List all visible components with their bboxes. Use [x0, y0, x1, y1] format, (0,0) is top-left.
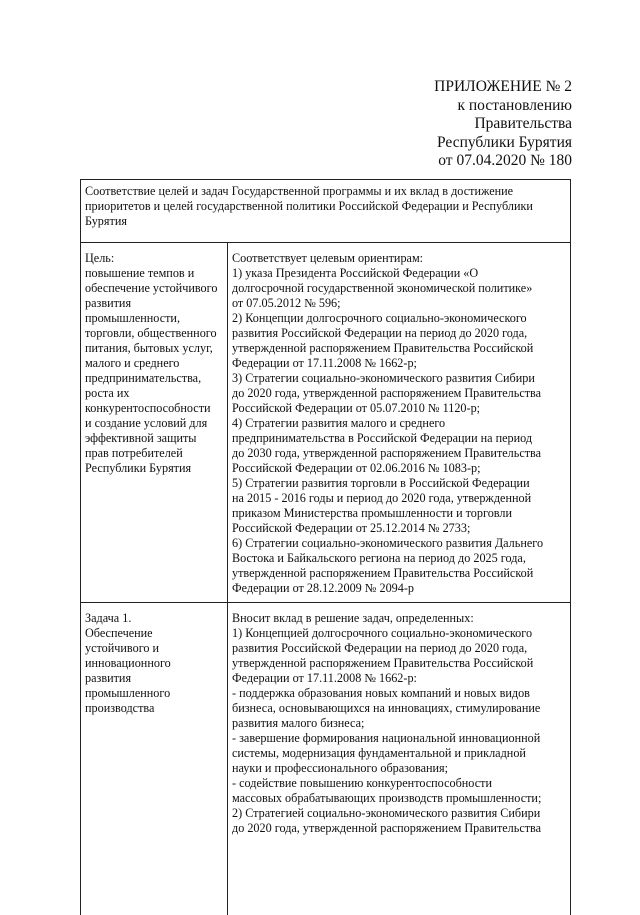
task-contribution-line: бизнеса, основывающихся на инновациях, стимулирование — [232, 701, 541, 715]
goal-target-line: Востока и Байкальского региона на период до 2025 года, — [232, 551, 526, 565]
header-line: Соответствие целей и задач Государственной программы и их вклад в достижение — [85, 184, 514, 198]
table-column-divider — [227, 242, 228, 915]
goal-target-line: 5) Стратегии развития торговли в Российской Федерации — [232, 476, 530, 490]
appendix-line: Республики Бурятия — [437, 133, 572, 151]
task-line: Обеспечение — [85, 626, 153, 640]
task-contribution-line: системы, модернизация фундаментальной и прикладной — [232, 746, 526, 760]
task-contribution-line: Вносит вклад в решение задач, определенных: — [232, 611, 474, 625]
goal-target-line: развития Российской Федерации на период до 2020 года, — [232, 326, 528, 340]
goal-target-line: до 2020 года, утвержденной распоряжением Правительства — [232, 386, 542, 400]
goal-target-line: Российской Федерации от 25.12.2014 № 2733; — [232, 521, 471, 535]
header-line: приоритетов и целей государственной политики Российской Федерации и Республики — [85, 199, 533, 213]
correspondence-table — [80, 179, 571, 915]
goal-target-line: Федерации от 17.11.2008 № 1662-р; — [232, 356, 417, 370]
goal-target-line: на 2015 - 2016 годы и период до 2020 года, утвержденной — [232, 491, 532, 505]
task-line: развития — [85, 671, 132, 685]
task-contribution-line: - поддержка образования новых компаний и новых видов — [232, 686, 530, 700]
task-line: производства — [85, 701, 155, 715]
goal-line: эффективной защиты — [85, 431, 197, 445]
task-contribution-line: - содействие повышению конкурентоспособности — [232, 776, 492, 790]
task-cell — [85, 611, 225, 716]
goal-target-line: утвержденной распоряжением Правительства Российской — [232, 341, 534, 355]
goal-line: Цель: — [85, 251, 115, 265]
appendix-title: ПРИЛОЖЕНИЕ № 2 — [434, 78, 572, 95]
task-contribution-line: Федерации от 17.11.2008 № 1662-р: — [232, 671, 417, 685]
task-contribution-line: до 2020 года, утвержденной распоряжением Правительства — [232, 821, 542, 835]
task-line: инновационного — [85, 656, 171, 670]
goal-line: обеспечение устойчивого — [85, 281, 218, 295]
task-contribution-line: массовых обрабатывающих производств промышленности; — [232, 791, 542, 805]
goal-targets-cell — [232, 251, 567, 596]
task-line: Задача 1. — [85, 611, 132, 625]
goal-target-line: утвержденной распоряжением Правительства Российской — [232, 566, 534, 580]
goal-line: питания, бытовых услуг, — [85, 341, 213, 355]
goal-target-line: Российской Федерации от 02.06.2016 № 1083-р; — [232, 461, 481, 475]
table-row-divider — [81, 602, 570, 603]
goal-line: конкурентоспособности — [85, 401, 211, 415]
header-line: Бурятия — [85, 214, 127, 228]
goal-line: роста их — [85, 386, 130, 400]
goal-target-line: предпринимательства в Российской Федерации на период — [232, 431, 533, 445]
table-border-top — [81, 179, 570, 180]
goal-line: предпринимательства, — [85, 371, 202, 385]
task-contribution-line: развития малого бизнеса; — [232, 716, 365, 730]
goal-target-line: до 2030 года, утвержденной распоряжением Правительства — [232, 446, 542, 460]
task-contribution-line: науки и профессионального образования; — [232, 761, 449, 775]
goal-line: прав потребителей — [85, 446, 183, 460]
goal-target-line: долгосрочной государственной экономической политике» — [232, 281, 533, 295]
goal-line: повышение темпов и — [85, 266, 195, 280]
task-contribution-line: 2) Стратегией социально-экономического развития Сибири — [232, 806, 541, 820]
task-line: устойчивого и — [85, 641, 160, 655]
goal-line: Республики Бурятия — [85, 461, 192, 475]
task-contribution-line: утвержденной распоряжением Правительства Российской — [232, 656, 534, 670]
appendix-line: к постановлению — [457, 96, 572, 114]
appendix-heading — [434, 78, 572, 171]
goal-target-line: 1) указа Президента Российской Федерации «О — [232, 266, 479, 280]
task-contribution-line: - завершение формирования национальной инновационной — [232, 731, 541, 745]
goal-target-line: приказом Министерства промышленности и торговли — [232, 506, 512, 520]
goal-target-line: Российской Федерации от 05.07.2010 № 1120-р; — [232, 401, 481, 415]
goal-line: развития — [85, 296, 132, 310]
goal-line: и создание условий для — [85, 416, 208, 430]
goal-target-line: Федерации от 28.12.2009 № 2094-р — [232, 581, 415, 595]
goal-line: малого и среднего — [85, 356, 180, 370]
appendix-line: Правительства — [474, 115, 572, 132]
task-contribution-cell — [232, 611, 567, 836]
goal-target-line: 4) Стратегии развития малого и среднего — [232, 416, 446, 430]
goal-target-line: Соответствует целевым ориентирам: — [232, 251, 424, 265]
goal-target-line: 6) Стратегии социально-экономического развития Дальнего — [232, 536, 544, 550]
task-contribution-line: 1) Концепцией долгосрочного социально-экономического — [232, 626, 533, 640]
goal-line: торговли, общественного — [85, 326, 217, 340]
task-contribution-line: развития Российской Федерации на период до 2020 года, — [232, 641, 528, 655]
task-line: промышленного — [85, 686, 171, 700]
table-header-divider — [81, 242, 570, 243]
appendix-date-number: от 07.04.2020 № 180 — [438, 152, 572, 169]
goal-target-line: от 07.05.2012 № 596; — [232, 296, 341, 310]
goal-target-line: 3) Стратегии социально-экономического развития Сибири — [232, 371, 535, 385]
goal-line: промышленности, — [85, 311, 181, 325]
goal-target-line: 2) Концепции долгосрочного социально-экономического — [232, 311, 527, 325]
goal-cell — [85, 251, 225, 476]
table-header-cell — [85, 184, 565, 229]
